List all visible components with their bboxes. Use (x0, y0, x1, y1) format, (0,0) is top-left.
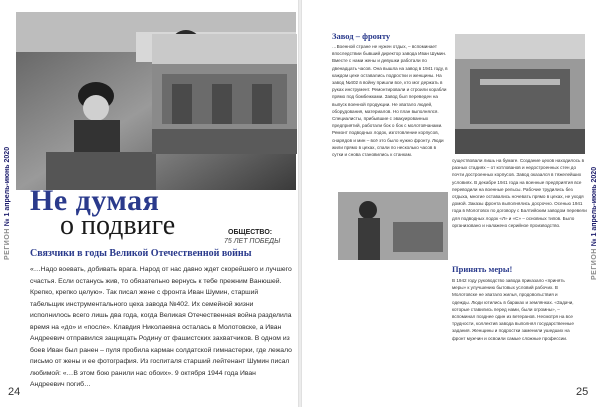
article-deck: Связчики в годы Великой Отечественной войны (30, 248, 252, 259)
side-issue-right: № 1 апрель-июнь 2020 (591, 166, 598, 247)
photo-factory-hall (152, 34, 297, 154)
body-paragraph: «…Надо воевать, добивать врага. Народ от нас давно ждет скорейшего и лучшего счастья. Если останусь жив, то обязательно вернусь к тебе прежним Ванюшей. Крепко, крепко целую». Так писал жене с фронта Иван Шумин, старший табельщик инструментального цеха завода №402. Их семейной жизни исполнилось всего лишь два года, когда Великая Отечественная война разделила время на «до» и «после». Клавдия Николаевна осталась в Молотовске, а Иван Андреевич отправился защищать Родину от фашистских захватчиков. В одном из боев Иван был ранен – пуля пробила карман солдатской гимнастерки, где лежало письмо от жены и ее фотография. Из госпиталя старший лейтенант Шумин писал любимой: «…В этом бою ранили нас обоих». 9 октября 1944 года Иван Андреевич погиб… (30, 266, 292, 388)
rubric-title: ОБЩЕСТВО: (228, 229, 273, 236)
photo-workers (338, 192, 448, 260)
headline-line1: Не думая (30, 184, 160, 217)
rubric-subtitle: 75 ЛЕТ ПОБЕДЫ (224, 238, 281, 245)
section-heading-measures: Принять меры! (452, 264, 513, 274)
section-heading-zavod: Завод – фронту (332, 31, 391, 41)
photo-workshop (455, 34, 585, 154)
text-column-3 (452, 277, 576, 377)
column-paragraph: …Военной стране не нужен отдых, – вспоминает впоследствии бывший директор завода Иван Шумин. Вместе с нами жены и девушки работали по двенадцать часов. Она вышла на завод в 1941 году, в каждом цехе оставались подростки и женщины. На завод №402 в войну пришли все, кто мог держать в руках инструмент. Ремонтировали и строили корабли прямо под бомбежками. Завод был переведен на выпуск военной продукции. Не хватало людей, оборудования, материалов. Но план выполнялся. Специалисты, прибывшие с эвакуированных предприятий, работали бок о бок с молотовчанами. Ремонт подводных лодок, изготовление корпусов, снарядов и мин – всё это было нужно фронту. Люди жили прямо в цехах, спали по несколько часов в сутки и снова становились к станкам. (332, 44, 448, 158)
column-paragraph: В 1942 году руководство завода приказало «принять меры» к улучшению бытовых условий рабочих. В Молотовске не хватало жилья, продовольствия и одежды. Люди ютились в бараках и землянках. «Задачи, которые ставились перед нами, были огромны», – вспоминал позднее один из ветеранов. Несмотря на все трудности, коллектив завода выполнял государственные задания. Женщины и подростки заменили ушедших на фронт мужчин и освоили самые сложные профессии. (452, 278, 574, 341)
article-body-left (30, 264, 292, 391)
side-issue-left: № 1 апрель-июнь 2020 (4, 146, 11, 227)
text-column-2 (452, 157, 588, 260)
side-region-right: РЕГИОН (591, 248, 598, 280)
headline-line2: о подвиге (60, 210, 176, 241)
side-region-left: РЕГИОН (4, 228, 11, 260)
page-number-right: 25 (576, 386, 589, 398)
side-label-left (4, 147, 11, 260)
column-paragraph: существовали лишь на бумаге. Создание цехов находилось в разных стадиях – от котлованов и недостроенных стен до почти достроенных корпусов. Завод оказался в тяжелейших условиях. В декабре 1941 года на военные предприятия все переводили на военные рельсы. Рабочие трудились без отдыха, многие оставались ночевать прямо в цехах, не уходя домой. Заказы фронта выполнялись досрочно. Осенью 1941 года в Молотовск по договору с Балтийским заводом перевели для подводных лодок «Л» и «С» – основных типов. Было организовано и налажено серийное производство. (452, 158, 587, 228)
page-number-left: 24 (8, 386, 21, 398)
side-label-right (591, 167, 598, 280)
text-column-1 (332, 43, 448, 188)
